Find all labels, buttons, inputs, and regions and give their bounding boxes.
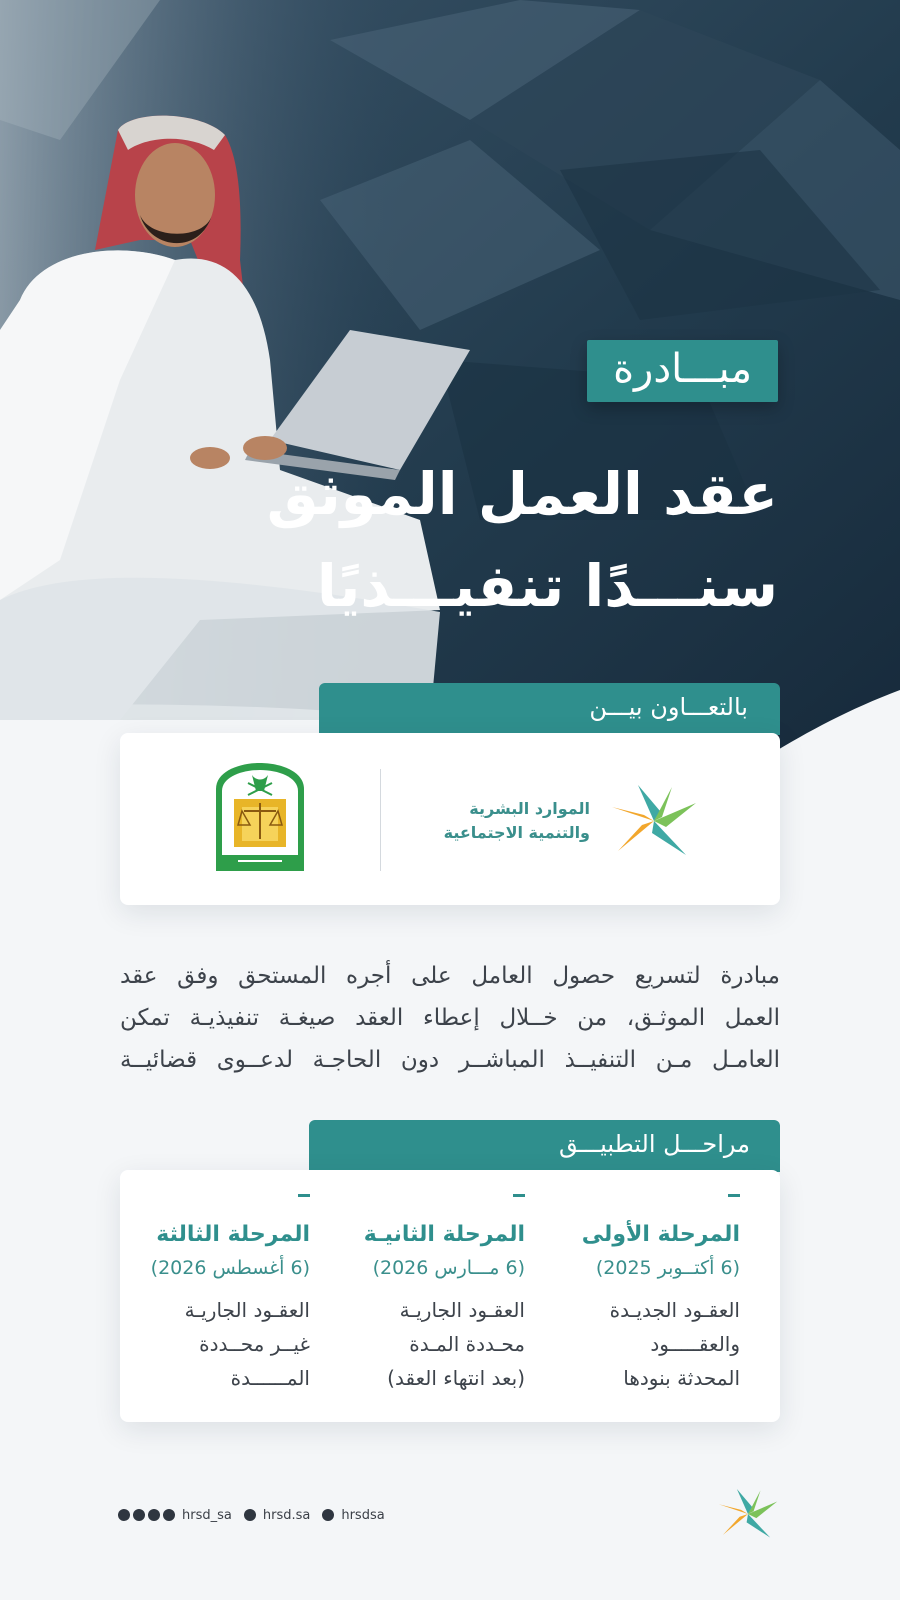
stage-2-date: (6 مـــارس 2026) bbox=[372, 1257, 525, 1279]
snapchat-icon[interactable] bbox=[133, 1509, 145, 1521]
stage-3 bbox=[140, 1194, 310, 1395]
hrsd-name-line-2: والتنمية الاجتماعية bbox=[443, 823, 590, 842]
description-line-3: العامـل مـن التنفيــذ المباشــر دون الحاجـة لدعــوى قضائيــة bbox=[120, 1047, 780, 1073]
facebook-icon[interactable] bbox=[163, 1509, 175, 1521]
hrsd-star-logo-icon bbox=[608, 781, 700, 861]
stage-2 bbox=[355, 1194, 525, 1395]
stage-1-marker bbox=[728, 1194, 740, 1197]
stage-1 bbox=[570, 1194, 740, 1395]
hrsd-name bbox=[444, 797, 590, 845]
stage-3-date: (6 أغسطس 2026) bbox=[150, 1257, 310, 1279]
hero-title-line-1: عقد العمل الموثق bbox=[266, 460, 778, 528]
hero-title-line-2: سنـــدًا تنفيـــذيًا bbox=[316, 552, 778, 620]
stage-3-desc-line-1: العقـود الجاريـة bbox=[184, 1298, 310, 1322]
stage-3-description bbox=[140, 1293, 310, 1395]
stage-3-marker bbox=[298, 1194, 310, 1197]
stage-2-desc-line-3: (بعد انتهاء العقد) bbox=[387, 1366, 525, 1390]
hrsd-logo bbox=[400, 781, 700, 861]
stage-2-description bbox=[355, 1293, 525, 1395]
hrsd-name-line-1: الموارد البشرية bbox=[469, 799, 590, 818]
cooperation-tab: بالتعـــاون بيـــن bbox=[319, 683, 780, 735]
stage-1-desc-line-1: العقـود الجديـدة bbox=[609, 1298, 740, 1322]
stage-3-desc-line-3: المــــــدة bbox=[230, 1366, 310, 1390]
description-line-1: مبادرة لتسريع حصول العامل على أجره المستحق وفق عقد bbox=[120, 963, 780, 989]
stage-3-title: المرحلة الثالثة bbox=[156, 1222, 310, 1247]
hrsd-footer-logo-icon bbox=[716, 1486, 780, 1542]
partners-card bbox=[120, 733, 780, 905]
stage-2-marker bbox=[513, 1194, 525, 1197]
stage-2-desc-line-2: محـددة المـدة bbox=[409, 1332, 525, 1356]
social-handle-3[interactable]: hrsdsa bbox=[341, 1507, 385, 1523]
instagram-icon[interactable] bbox=[148, 1509, 160, 1521]
moj-emblem-icon bbox=[212, 759, 308, 875]
stage-1-desc-line-2: والعقـــــود bbox=[650, 1332, 740, 1356]
stage-1-description bbox=[570, 1293, 740, 1395]
youtube-icon[interactable] bbox=[322, 1509, 334, 1521]
social-handle-2[interactable]: hrsd.sa bbox=[262, 1507, 311, 1523]
description-line-2: العمل الموثـق، من خــلال إعطاء العقد صيغـة تنفيذيـة تمكن bbox=[120, 1005, 780, 1031]
x-icon[interactable] bbox=[118, 1509, 130, 1521]
initiative-description bbox=[120, 955, 780, 1081]
social-handle-1[interactable]: hrsd_sa bbox=[182, 1507, 232, 1523]
stage-2-desc-line-1: العقـود الجاريـة bbox=[399, 1298, 525, 1322]
stage-3-desc-line-2: غيــر محــددة bbox=[199, 1332, 310, 1356]
stage-1-desc-line-3: المحدثة بنودها bbox=[623, 1366, 740, 1390]
stages-tab: مراحـــل التطبيـــق bbox=[309, 1120, 780, 1172]
stages-card bbox=[120, 1170, 780, 1422]
hero-title bbox=[138, 448, 778, 632]
stage-2-title: المرحلة الثانيـة bbox=[363, 1222, 525, 1247]
initiative-badge: مبـــادرة bbox=[587, 340, 778, 402]
tiktok-icon[interactable] bbox=[244, 1509, 256, 1521]
stage-1-title: المرحلة الأولى bbox=[581, 1222, 740, 1247]
partners-divider bbox=[380, 769, 381, 871]
stage-1-date: (6 أكتــوبر 2025) bbox=[595, 1257, 740, 1279]
social-footer bbox=[118, 1503, 397, 1527]
